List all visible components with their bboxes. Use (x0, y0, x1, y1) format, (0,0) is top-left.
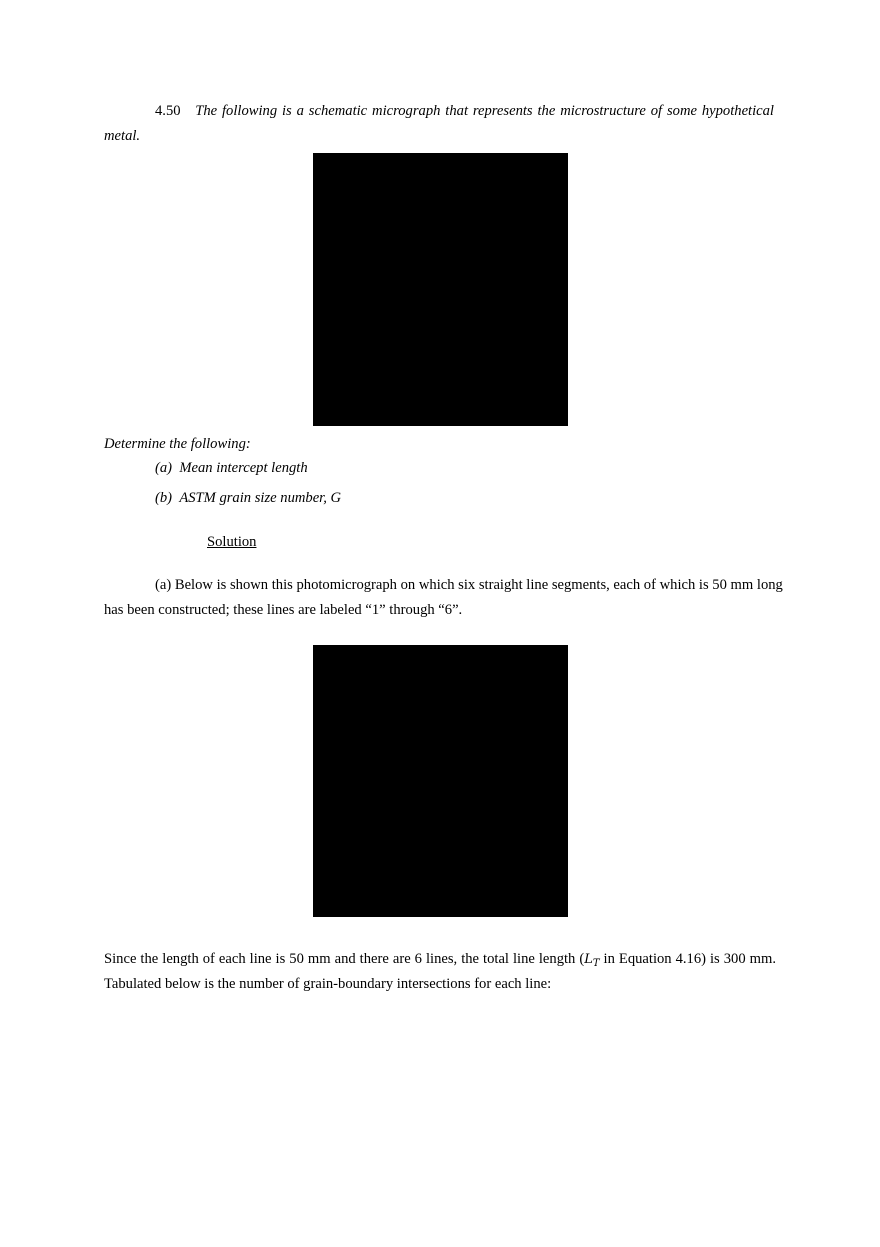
determine-item-a (155, 460, 308, 477)
solution-part-a-line-2: has been constructed; these lines are labeled “1” through “6”. (104, 602, 463, 618)
photomicrograph-with-lines-image (313, 645, 568, 917)
problem-statement-line-2: metal. (104, 128, 141, 144)
closing-text-before: Since the length of each line is 50 mm and there are 6 lines, the total line length ( (104, 951, 585, 967)
schematic-micrograph-image (313, 153, 568, 426)
closing-text-after: in Equation 4.16) is 300 mm. (599, 951, 776, 967)
problem-number: 4.50 (155, 103, 181, 119)
solution-heading: Solution (207, 534, 257, 550)
closing-line-2: Tabulated below is the number of grain-boundary intersections for each line: (104, 976, 552, 992)
total-line-length-symbol: $L_T$ (584, 952, 600, 969)
problem-statement-text: The following is a schematic micrograph that represents the microstructure of some hypothetical (195, 103, 774, 119)
item-a-label: (a) (155, 460, 173, 476)
solution-part-a-line-1: (a) Below is shown this photomicrograph on which six straight line segments, each of which is 50 mm long (155, 577, 783, 593)
item-b-text: ASTM grain size number, G (179, 490, 342, 506)
closing-line-1 (104, 951, 776, 969)
item-b-label: (b) (155, 490, 173, 506)
problem-statement-line-1 (155, 103, 774, 120)
item-a-text: Mean intercept length (179, 460, 308, 476)
determine-item-b (155, 490, 341, 507)
determine-heading: Determine the following: (104, 436, 251, 452)
